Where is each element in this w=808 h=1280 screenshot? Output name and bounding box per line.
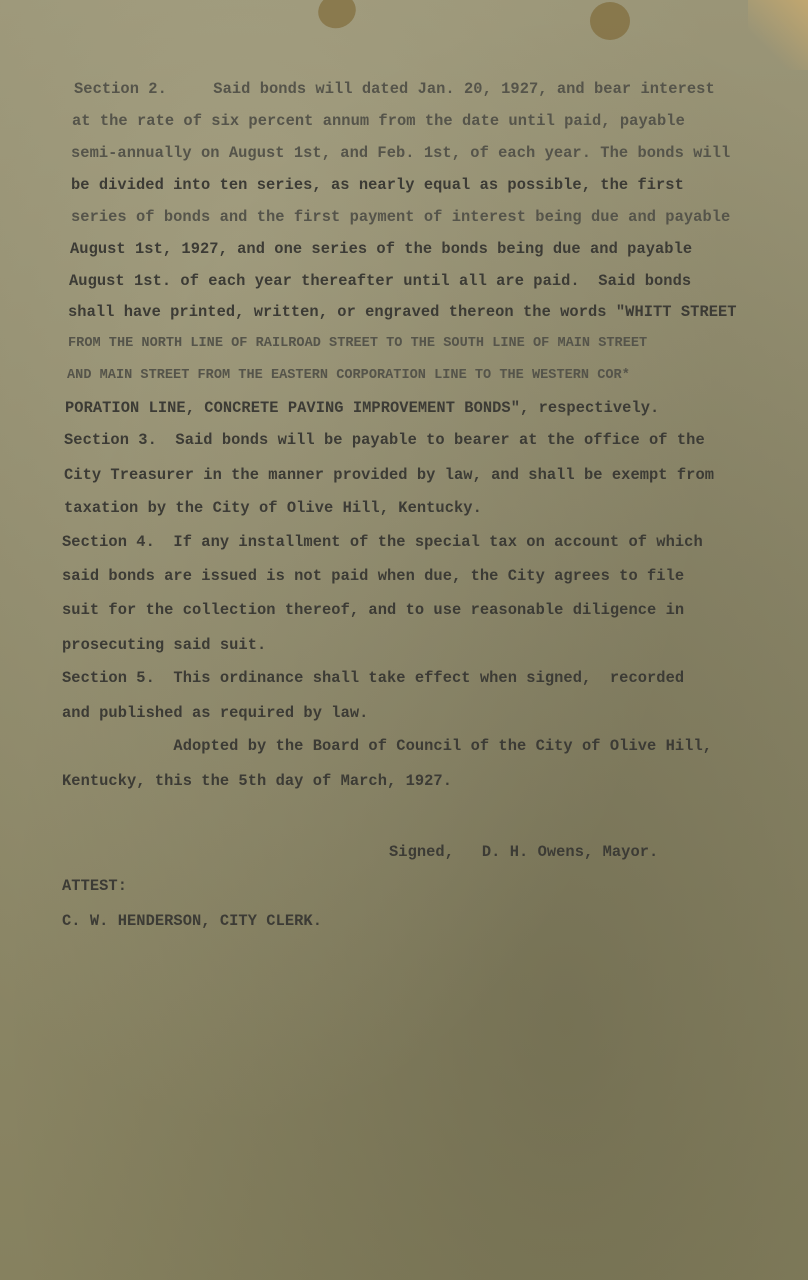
text-line: Adopted by the Board of Council of the City of Olive Hill, [62,737,713,755]
text-line: and published as required by law. [62,704,369,722]
signature-line: Signed, D. H. Owens, Mayor. [64,843,659,861]
text-line: August 1st. of each year thereafter until all are paid. Said bonds [69,272,692,290]
text-line: PORATION LINE, CONCRETE PAVING IMPROVEMENT BONDS", respectively. [65,399,660,417]
text-line: Section 5. This ordinance shall take effect when signed, recorded [62,669,685,687]
text-line: Section 2. Said bonds will dated Jan. 20, 1927, and bear interest [74,80,715,98]
text-line: said bonds are issued is not paid when due, the City agrees to file [62,567,685,585]
text-line: at the rate of six percent annum from the date until paid, payable [72,112,685,130]
text-line: City Treasurer in the manner provided by law, and shall be exempt from [64,466,715,484]
clerk-line: C. W. HENDERSON, CITY CLERK. [62,912,323,930]
text-line: semi-annually on August 1st, and Feb. 1st, of each year. The bonds will [71,144,731,162]
text-line: prosecuting said suit. [62,636,267,654]
paper-stain [313,0,360,33]
text-line: AND MAIN STREET FROM THE EASTERN CORPORATION LINE TO THE WESTERN COR* [67,368,630,383]
text-line: series of bonds and the first payment of interest being due and payable [71,208,731,226]
text-line: Kentucky, this the 5th day of March, 1927. [62,772,453,790]
paper-stain [590,2,630,40]
text-line: August 1st, 1927, and one series of the bonds being due and payable [70,240,693,258]
text-line: taxation by the City of Olive Hill, Kentucky. [64,499,482,517]
text-line: shall have printed, written, or engraved thereon the words "WHITT STREET [68,303,737,321]
text-line: Section 3. Said bonds will be payable to bearer at the office of the [64,431,705,449]
text-line: FROM THE NORTH LINE OF RAILROAD STREET TO THE SOUTH LINE OF MAIN STREET [68,336,648,351]
text-line: be divided into ten series, as nearly equal as possible, the first [71,176,684,194]
text-line: suit for the collection thereof, and to use reasonable diligence in [62,601,685,619]
text-line: Section 4. If any installment of the special tax on account of which [62,533,703,551]
attest-label: ATTEST: [62,877,128,895]
paper-corner [748,0,808,70]
